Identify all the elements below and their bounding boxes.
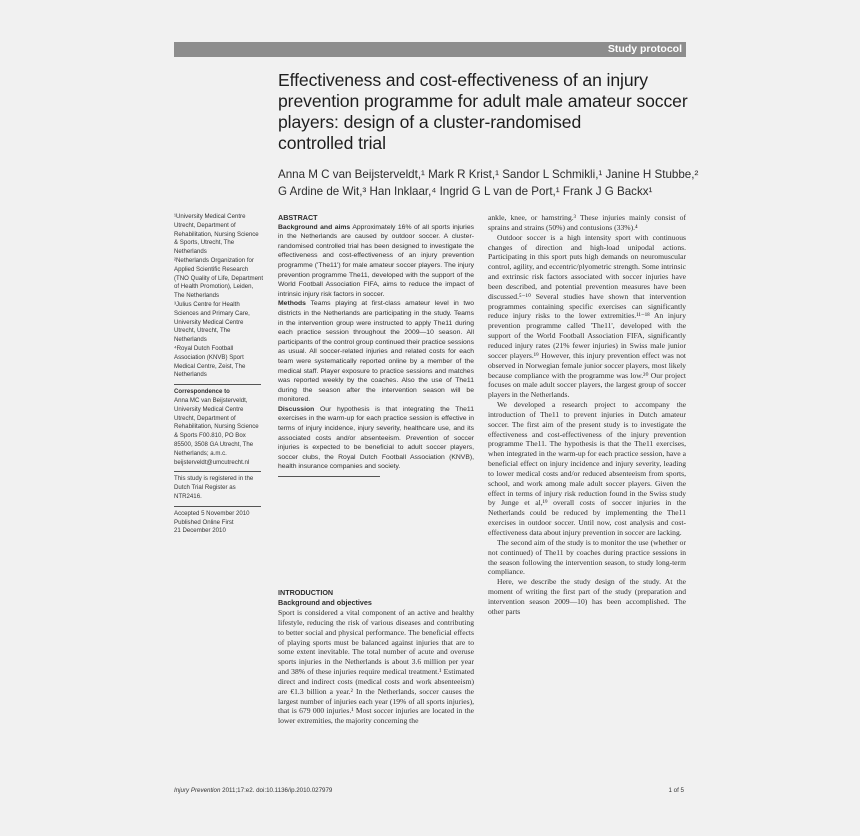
methods-heading: Methods [278,300,306,308]
date-line: Published Online First [174,518,234,526]
divider [174,471,261,472]
background-text: Approximately 16% of all sports injuries in the Netherlands are caused by outdoor soccer. A cluster-randomised controlled trial has been designed to investigate the effectiveness and cost-effectiveness of an injury prevention programme ('The11') for male amateur soccer players. The injury prevention programme The11, developed with the support of the World Football Association FIFA, aims to reduce the impact of intrinsic injury risk factors in soccer. [278,223,474,298]
introduction-heading: INTRODUCTION [278,588,334,597]
citation-text: 2011;17:e2. doi:10.1136/ip.2010.027979 [220,787,333,794]
article-title [278,70,690,154]
title-line: controlled trial [278,133,386,153]
affiliation: ²Netherlands Organization for Applied Scientific Research (TNO Quality of Life, Department of Health Promotion), Leiden, The Netherlands [174,256,264,300]
background-subheading: Background and objectives [278,598,372,607]
page-number: 1 of 5 [668,787,684,794]
divider [174,384,261,385]
abstract-divider [278,476,380,477]
abstract-discussion [278,405,474,472]
author-list [278,166,699,200]
title-line: Effectiveness and cost-effectiveness of an injury [278,70,648,90]
title-line: prevention programme for adult male amateur soccer [278,91,688,111]
date-line: 21 December 2010 [174,527,226,535]
affiliation: ³Julius Centre for Health Sciences and Primary Care, University Medical Centre Utrecht, Utrecht, The Netherlands [174,300,250,344]
abstract-heading: ABSTRACT [278,213,318,222]
body-column [488,213,686,617]
introduction [278,588,474,726]
body-paragraph: Outdoor soccer is a high intensity sport with continuous changes of direction and high-load unipodal actions. Participating in this sport puts high demands on neuromuscular control, agility, and eccentric/plyometric strength. Some intrinsic and extrinsic risk factors associated with soccer injuries have been described, and potential prevention measures have been discussed.⁵⁻¹⁰ Several studies have shown that intervention programmes containing specific exercises can significantly reduce injury risks to the lower extremities.¹¹⁻¹⁸ An injury prevention programme called 'The11', developed with the support of the World Football Association FIFA, significantly reduced injury rates (21% fewer injuries) in Swiss male junior soccer players.¹⁹ However, this injury prevention effect was not observed in Norwegian female junior soccer players, most likely because compliance with the programme was low.²⁰ Our project focuses on male adult soccer players, the largest group of soccer players in the Netherlands. [488,232,686,400]
abstract-methods [278,299,474,405]
discussion-text: Our hypothesis is that integrating the The11 exercises in the warm-up for each practice session is effective in terms of injury incidence, injury severity, healthcare use, and its associated costs and/or absenteeism. Prevention of soccer injuries is expected to be beneficial to adult soccer players, soccer clubs, the Royal Dutch Football Association (KNVB), health insurance companies and society. [278,405,474,471]
journal-citation [174,787,332,794]
body-paragraph: Here, we describe the study design of the study. At the moment of writing the first part of the study (preparation and intervention season 2009—10) has been accomplished. The other parts [488,577,686,616]
author-line: G Ardine de Wit,³ Han Inklaar,⁴ Ingrid G L van de Port,¹ Frank J G Backx¹ [278,185,653,198]
introduction-text: Sport is considered a vital component of an active and healthy lifestyle, reducing the risk of various diseases and contributing to better social and physical performance. The beneficial effects of playing sports must be balanced against injuries that are to some extent inevitable. The total number of acute and overuse sports injuries in the Netherlands is about 3.6 million per year and 38% of these injuries require medical treatment.¹ Estimated direct and indirect costs (medical costs and work absenteeism) are €1.3 billion a year.² In the Netherlands, soccer causes the largest number of injuries each year (19% of all sports injuries), that is 679 000 injuries.¹ Most soccer injuries are located in the lower extremities, the majority concerning the [278,608,474,726]
journal-name: Injury Prevention [174,787,221,794]
author-line: Anna M C van Beijsterveldt,¹ Mark R Krist,¹ Sandor L Schmikli,¹ Janine H Stubbe,² [278,168,699,181]
affiliation: ¹University Medical Centre Utrecht, Department of Rehabilitation, Nursing Science & Sports, Utrecht, The Netherlands [174,213,259,256]
body-paragraph: ankle, knee, or hamstring.³ These injuries mainly consist of sprains and strains (50%) and contusions (33%).⁴ [488,213,686,232]
divider [174,506,261,507]
background-heading: Background and aims [278,223,351,231]
trial-registration: This study is registered in the Dutch Trial Register as NTR2416. [174,475,254,500]
methods-text: Teams playing at first-class amateur level in two districts in the Netherlands are participating in the study. Teams in the intervention group were instructed to apply The11 during each practice session throughout the 2009—10 season. All participants of the control group continued their practice sessions as usual. All soccer-related injuries and related costs for each team were systematically reported online by a member of the medical staff. Player exposure to practice sessions and matches was reported weekly by the coaches. Also the use of The11 during the season after the intervention season will be monitored. [278,300,474,404]
abstract-background [278,223,474,300]
body-paragraph: The second aim of the study is to monitor the use (whether or not continued) of The11 by coaches during practice sessions in the season following the intervention season, to study long-term compliance. [488,537,686,577]
body-paragraph: We developed a research project to accompany the introduction of The11 to prevent injuries in Dutch amateur soccer. The first aim of the present study is to investigate the effectiveness and cost-effectiveness of the injury prevention programme The11. The hypothesis is that the The11 exercises, when integrated in the warm-up for each practice session, have a beneficial effect on injury incidence and injury severity, leading to lower medical costs and/or reduced absenteeism from sports, school, and work among male adult soccer players. Given the effect in terms of injury risk reduction found in the Swiss study by Junge et al,¹⁹ overall costs of soccer injuries in the Netherlands could be reduced by implementing the The11 exercises in outdoor soccer. Until now, cost analysis and cost-effectiveness data about injury prevention in soccer are lacking. [488,400,686,537]
abstract [278,213,474,477]
correspondence-body: Anna MC van Beijsterveldt, University Medical Centre Utrecht, Department of Rehabilitation, Nursing Science & Sports F00.810, PO Box 85500, 3508 GA Utrecht, The Netherlands; a.m.c. beijsterveldt@umcutrecht.nl [174,396,259,466]
title-line: players: design of a cluster-randomised [278,112,582,132]
correspondence-heading: Correspondence to [174,388,230,396]
sidebar-notes [174,213,264,536]
affiliation: ⁴Royal Dutch Football Association (KNVB) Sport Medical Centre, Zeist, The Netherlands [174,344,246,379]
date-line: Accepted 5 November 2010 [174,509,250,517]
discussion-heading: Discussion [278,405,315,413]
section-label: Study protocol [174,42,686,57]
